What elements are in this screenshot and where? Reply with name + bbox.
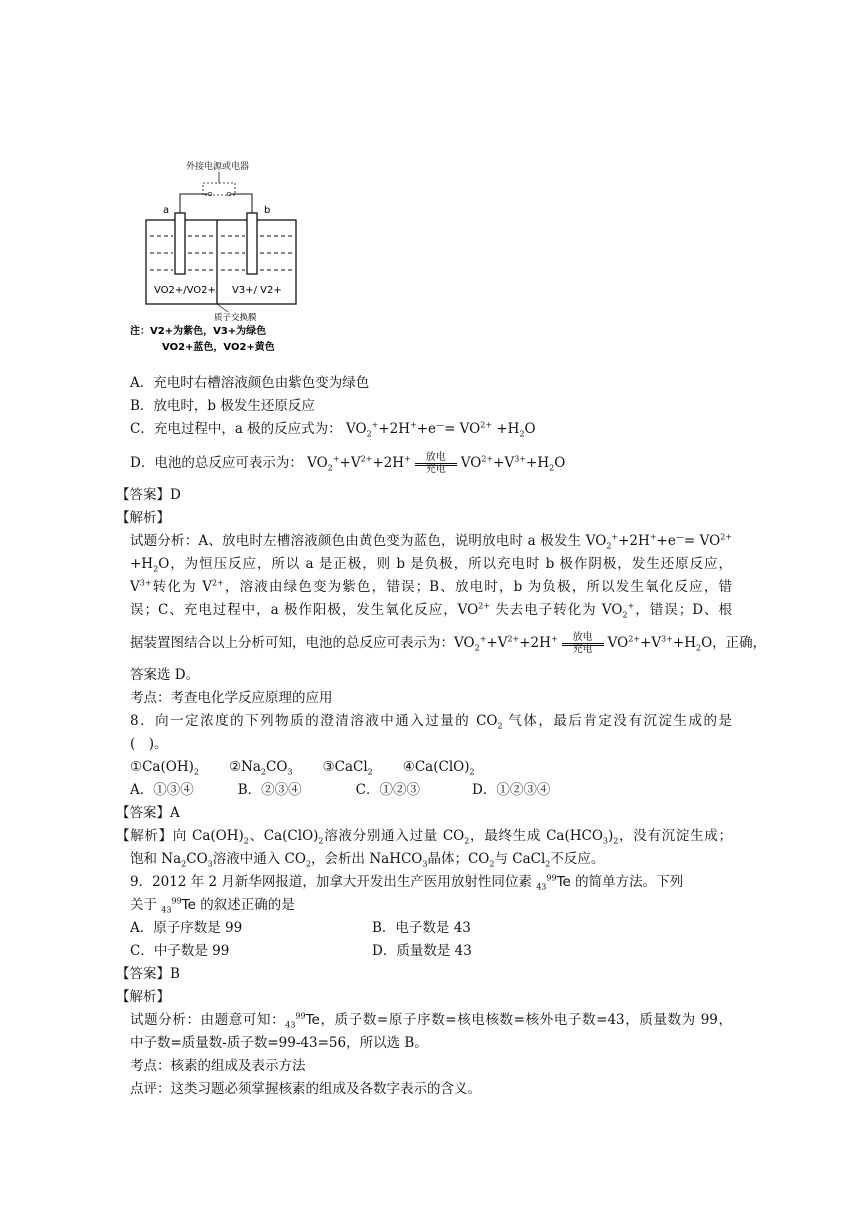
q7-option-a: A．充电时右槽溶液颜色由紫色变为绿色 — [130, 375, 370, 391]
electrode-a-label: a — [163, 205, 170, 216]
q7-option-c-equation: $VO_2^++2H^++e^—= VO^{2+} +H_2O$ — [345, 420, 536, 439]
q7-option-d-text: D．电池的总反应可表示为： — [130, 455, 303, 471]
note-line-2: VO2+蓝色，VO2+黄色 — [162, 342, 275, 353]
q7-explanation-line-6: 答案选 D。 — [130, 667, 200, 683]
q7-explanation-heading: 【解析】 — [116, 510, 170, 526]
q9-option-b: B．电子数是 43 — [372, 920, 471, 936]
right-cell-label: V3+/ V2+ — [232, 285, 282, 296]
q9-dianping: 点评：这类习题必须掌握核素的组成及各数字表示的含义。 — [130, 1081, 481, 1097]
reversible-arrow: 放电 充电 — [413, 453, 459, 475]
q7-option-b: B．放电时，b 极发生还原反应 — [130, 398, 315, 414]
cell-diagram — [128, 150, 318, 360]
q9-stem-line-2: 关于 $_{43}^{99}$Te 的叙述正确的是 — [130, 896, 295, 915]
q9-option-c: C．中子数是 99 — [130, 943, 230, 959]
electrode-a — [175, 213, 185, 274]
q7-option-d — [130, 452, 565, 475]
q7-explanation-line-3: $V^{3+}$转化为 $V^{2+}$，溶液由绿色变为紫色，错误；B、放电时，b 为负极，所以发生氧化反应，错 — [130, 578, 732, 595]
external-source-box — [203, 183, 235, 195]
q7-line-5-text: 据装置图结合以上分析可知，电池的总反应可表示为： — [130, 635, 454, 651]
q8-stem-line-1: 8．向一定浓度的下列物质的澄清溶液中通入过量的 $CO_2$ 气体，最后肯定没有沉淀生成的是 — [130, 713, 732, 731]
q7-option-c-text: C．充电过程中，a 极的反应式为： — [130, 421, 342, 437]
q8-stem-line-2: ( )。 — [130, 736, 168, 752]
q8-items: $①Ca(OH)_2$ $②Na_2CO_3$ ③CaCl$_2$ $④Ca(ClO)_2$ — [130, 759, 475, 777]
note-line-1: 注：V2+为紫色，V3+为绿色 — [130, 326, 267, 337]
q8-explanation-line-1: 【解析】向 $Ca(OH)_2$、$Ca(ClO)_2$溶液分别通入过量 $CO_2$，最终生成 $Ca(HCO_3)_2$，没有沉淀生成； — [116, 828, 732, 846]
electrode-b — [247, 213, 257, 274]
q9-explanation-line-2: 中子数=质量数-质子数=99-43=56，所以选 B。 — [130, 1035, 428, 1051]
q8-explanation-line-2: 饱和 $Na_2CO_3$溶液中通入 $CO_2$，会析出 NaHCO$_3$晶体；$CO_2$与 CaCl$_2$不反应。 — [130, 851, 605, 869]
reversible-arrow-2: 放电 充电 — [560, 633, 606, 655]
membrane-label: 质子交换膜 — [214, 313, 257, 323]
q7-kaodian: 考点：考查电化学反应原理的应用 — [130, 690, 333, 706]
q7-line-5-end: ，正确， — [712, 635, 767, 651]
q9-stem-line-1: 9．2012 年 2 月新华网报道，加拿大开发出生产医用放射性同位素 $_{43}^{99}$Te 的简单方法。下列 — [130, 873, 684, 892]
q9-kaodian: 考点：核素的组成及表示方法 — [130, 1058, 306, 1074]
q7-explanation-line-5: 据装置图结合以上分析可知，电池的总反应可表示为：$VO_2^++V^{2+}+2H^+$ 放电 充电 $VO^{2+}+V^{3+}+H_2O$，正确， — [130, 631, 767, 655]
q8-options: A．①③④ B．②③④ C．①②③ D．①②③④ — [130, 782, 551, 798]
q7-explanation-line-1: 试题分析：A、放电时左槽溶液颜色由黄色变为蓝色，说明放电时 a 极发生 $VO_2^++2H^++e^—= VO^{2+}$ — [130, 532, 732, 551]
q7-option-d-equation: $VO_2^++V^{2+}+2H^+$ 放电 充电 $VO^{2+}+V^{3+}+H_2O$ — [307, 451, 566, 475]
q9-option-d: D．质量数是 43 — [372, 943, 472, 959]
diagram-top-label: 外接电源或电器 — [186, 162, 250, 172]
electrode-b-label: b — [264, 205, 271, 216]
q7-option-c — [130, 418, 536, 440]
q7-explanation-line-2: $+H_2O$，为恒压反应，所以 a 是正极，则 b 是负极，所以充电时 b 极作阴极，发生还原反应， — [130, 556, 732, 574]
q9-option-a: A．原子序数是 99 — [130, 920, 243, 936]
q9-explanation-heading: 【解析】 — [116, 989, 170, 1005]
q8-answer: 【答案】A — [116, 805, 180, 821]
q7-answer: 【答案】D — [116, 487, 181, 503]
q9-answer: 【答案】B — [116, 966, 180, 982]
q7-explanation-line-4: 误；C、充电过程中，a 极作阳极，发生氧化反应，$VO^{2+}$ 失去电子转化为 $VO_2^+$，错误；D、根 — [130, 601, 732, 620]
q9-explanation-line-1: 试题分析：由题意可知：$_{43}^{99}$Te，质子数=原子序数=核电核数=核外电子数=43，质量数为 99， — [130, 1011, 732, 1030]
left-cell-label: VO2+/VO2+ — [154, 285, 216, 296]
